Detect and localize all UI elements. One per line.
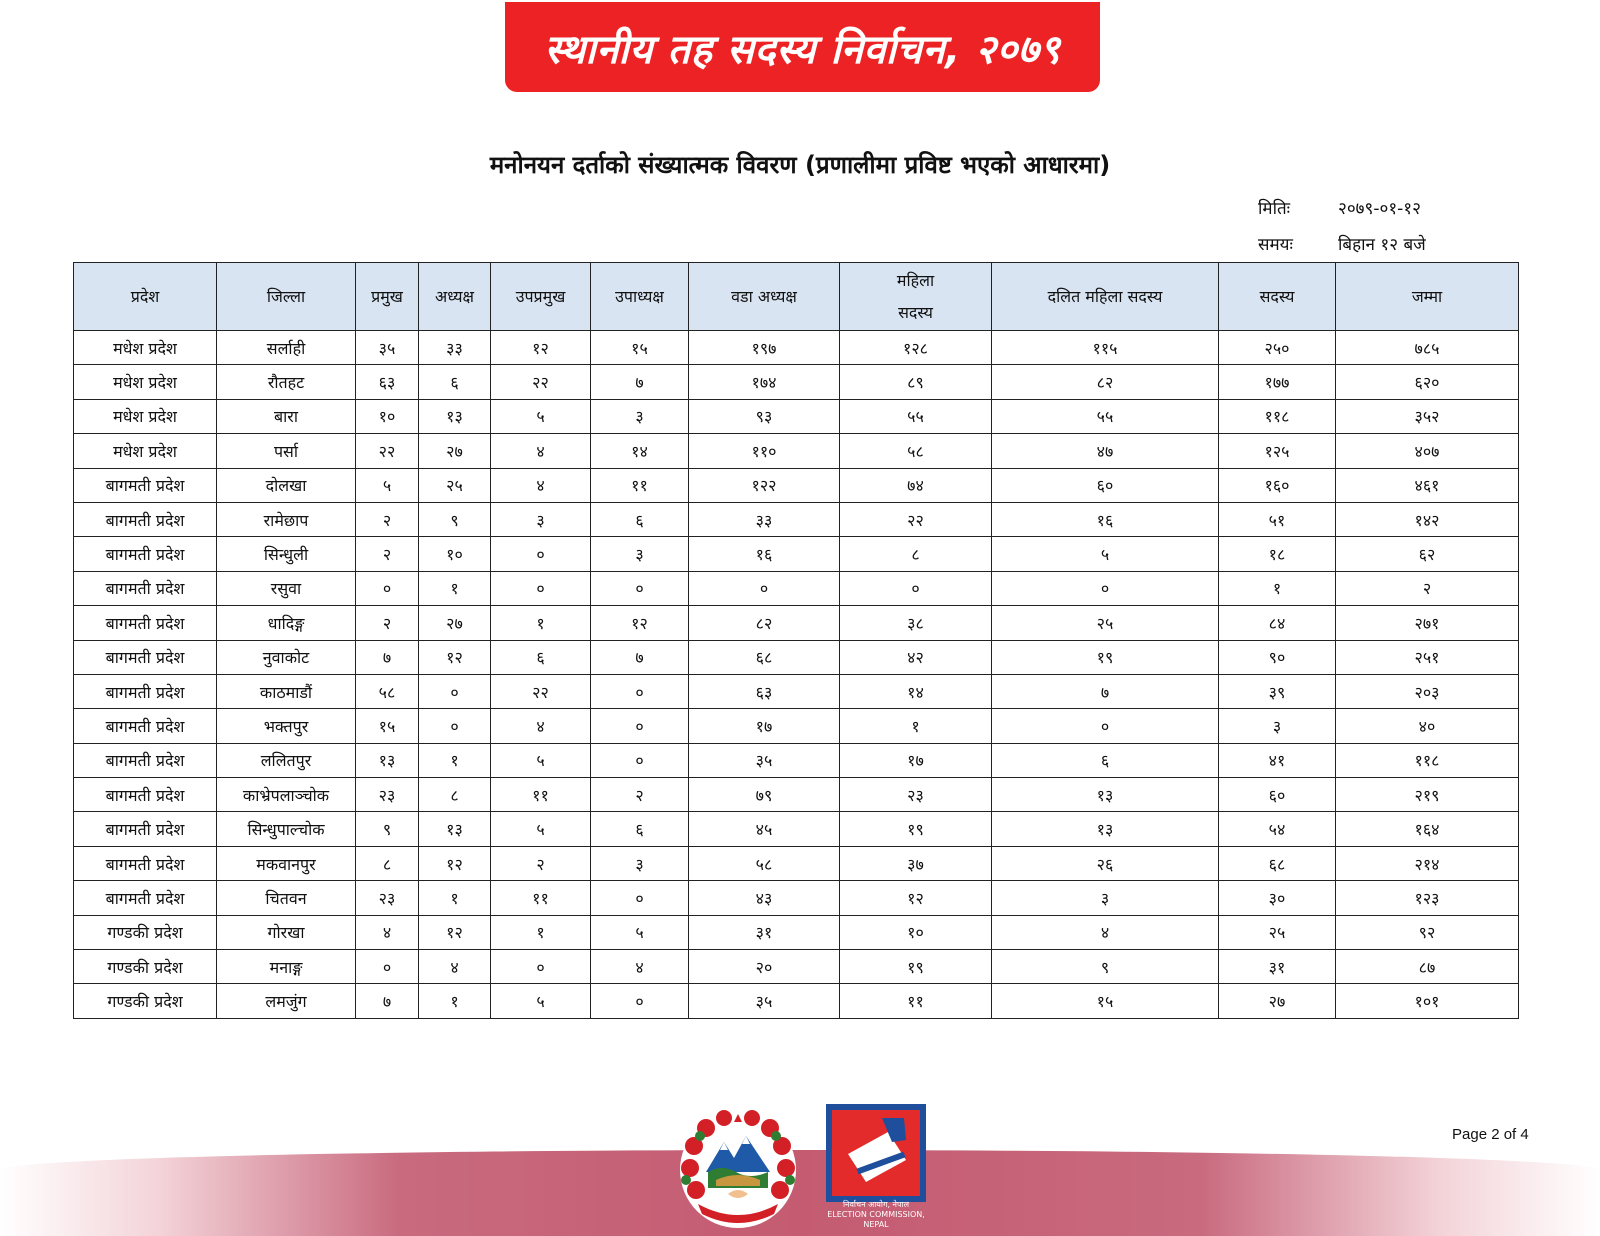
cell-ward-chair: ३५: [689, 984, 840, 1018]
election-banner: [505, 2, 1100, 92]
cell-vice-chair: ३: [591, 399, 689, 433]
nomination-table: [73, 262, 1519, 1019]
cell-deputy-chief: ५: [491, 812, 591, 846]
cell-province: बागमती प्रदेश: [74, 812, 217, 846]
cell-dalit-women-member: ८२: [992, 365, 1219, 399]
cell-district: काठमाडौं: [217, 674, 356, 708]
cell-dalit-women-member: ६०: [992, 468, 1219, 502]
cell-district: नुवाकोट: [217, 640, 356, 674]
cell-chief: ४: [356, 915, 419, 949]
cell-member: १२५: [1219, 434, 1336, 468]
nepal-emblem-icon: [676, 1108, 800, 1232]
cell-ward-chair: ४३: [689, 881, 840, 915]
header-chair: अध्यक्ष: [419, 263, 491, 331]
cell-ward-chair: २०: [689, 950, 840, 984]
cell-dalit-women-member: ९: [992, 950, 1219, 984]
cell-women-member: ३७: [840, 846, 992, 880]
cell-women-member: ७४: [840, 468, 992, 502]
cell-chair: १: [419, 743, 491, 777]
cell-total: २: [1336, 571, 1519, 605]
cell-chief: ८: [356, 846, 419, 880]
cell-chief: ५८: [356, 674, 419, 708]
cell-chair: १०: [419, 537, 491, 571]
cell-ward-chair: १७: [689, 709, 840, 743]
cell-district: रसुवा: [217, 571, 356, 605]
cell-district: धादिङ्ग: [217, 606, 356, 640]
time-label: समयः: [1258, 235, 1293, 255]
header-member: सदस्य: [1219, 263, 1336, 331]
table-row: [74, 881, 1519, 915]
cell-chief: १३: [356, 743, 419, 777]
cell-women-member: ४२: [840, 640, 992, 674]
header-chief: प्रमुख: [356, 263, 419, 331]
cell-ward-chair: ३५: [689, 743, 840, 777]
cell-chair: ६: [419, 365, 491, 399]
cell-member: १६०: [1219, 468, 1336, 502]
cell-women-member: ५८: [840, 434, 992, 468]
cell-total: २१९: [1336, 778, 1519, 812]
cell-chief: २३: [356, 778, 419, 812]
cell-women-member: ३८: [840, 606, 992, 640]
table-row: [74, 674, 1519, 708]
cell-member: ३९: [1219, 674, 1336, 708]
table-row: [74, 399, 1519, 433]
table-row: [74, 950, 1519, 984]
cell-chief: ७: [356, 984, 419, 1018]
cell-chief: ६३: [356, 365, 419, 399]
cell-chief: १०: [356, 399, 419, 433]
cell-chief: ९: [356, 812, 419, 846]
cell-total: २५१: [1336, 640, 1519, 674]
cell-chair: ८: [419, 778, 491, 812]
cell-dalit-women-member: ११५: [992, 331, 1219, 365]
cell-vice-chair: ०: [591, 674, 689, 708]
footer-band: [0, 1150, 1600, 1236]
cell-district: मकवानपुर: [217, 846, 356, 880]
cell-chair: २५: [419, 468, 491, 502]
header-women-member: [840, 263, 992, 331]
cell-vice-chair: ०: [591, 984, 689, 1018]
cell-total: ६२: [1336, 537, 1519, 571]
table-row: [74, 571, 1519, 605]
cell-province: बागमती प्रदेश: [74, 674, 217, 708]
cell-total: ८७: [1336, 950, 1519, 984]
cell-ward-chair: ६३: [689, 674, 840, 708]
cell-total: २१४: [1336, 846, 1519, 880]
cell-vice-chair: ६: [591, 502, 689, 536]
cell-district: भक्तपुर: [217, 709, 356, 743]
cell-ward-chair: १६: [689, 537, 840, 571]
cell-women-member: २३: [840, 778, 992, 812]
cell-deputy-chief: ११: [491, 778, 591, 812]
cell-province: बागमती प्रदेश: [74, 571, 217, 605]
cell-chair: १२: [419, 640, 491, 674]
cell-province: मधेश प्रदेश: [74, 399, 217, 433]
cell-district: रौतहट: [217, 365, 356, 399]
cell-chair: ३३: [419, 331, 491, 365]
cell-vice-chair: १४: [591, 434, 689, 468]
cell-dalit-women-member: १५: [992, 984, 1219, 1018]
cell-chair: ०: [419, 674, 491, 708]
table-row: [74, 812, 1519, 846]
cell-total: ९२: [1336, 915, 1519, 949]
cell-chief: २: [356, 502, 419, 536]
cell-total: ४०: [1336, 709, 1519, 743]
cell-province: गण्डकी प्रदेश: [74, 984, 217, 1018]
cell-vice-chair: ३: [591, 537, 689, 571]
cell-dalit-women-member: ४७: [992, 434, 1219, 468]
cell-women-member: ११: [840, 984, 992, 1018]
cell-women-member: ५५: [840, 399, 992, 433]
cell-province: गण्डकी प्रदेश: [74, 950, 217, 984]
cell-chief: २३: [356, 881, 419, 915]
cell-member: ५४: [1219, 812, 1336, 846]
cell-member: २७: [1219, 984, 1336, 1018]
cell-chief: २: [356, 537, 419, 571]
cell-vice-chair: ५: [591, 915, 689, 949]
table-row: [74, 778, 1519, 812]
header-women-member-line1: महिला: [896, 270, 935, 290]
cell-women-member: १४: [840, 674, 992, 708]
cell-member: २५: [1219, 915, 1336, 949]
time-value: बिहान १२ बजे: [1338, 235, 1426, 255]
cell-member: १८: [1219, 537, 1336, 571]
cell-deputy-chief: १: [491, 915, 591, 949]
cell-chief: १५: [356, 709, 419, 743]
cell-chief: २: [356, 606, 419, 640]
cell-chair: १३: [419, 399, 491, 433]
cell-deputy-chief: १: [491, 606, 591, 640]
table-row: [74, 365, 1519, 399]
cell-member: ९०: [1219, 640, 1336, 674]
cell-total: २७१: [1336, 606, 1519, 640]
cell-women-member: १९: [840, 950, 992, 984]
header-vice-chair: उपाध्यक्ष: [591, 263, 689, 331]
date-label: मितिः: [1258, 199, 1291, 219]
cell-member: ६०: [1219, 778, 1336, 812]
cell-member: ३०: [1219, 881, 1336, 915]
table-row: [74, 743, 1519, 777]
cell-district: दोलखा: [217, 468, 356, 502]
cell-chief: ३५: [356, 331, 419, 365]
cell-total: २०३: [1336, 674, 1519, 708]
cell-ward-chair: १७४: [689, 365, 840, 399]
cell-ward-chair: ८२: [689, 606, 840, 640]
cell-district: ललितपुर: [217, 743, 356, 777]
cell-women-member: १: [840, 709, 992, 743]
cell-dalit-women-member: ७: [992, 674, 1219, 708]
cell-deputy-chief: ३: [491, 502, 591, 536]
cell-dalit-women-member: ६: [992, 743, 1219, 777]
cell-women-member: ०: [840, 571, 992, 605]
cell-dalit-women-member: १६: [992, 502, 1219, 536]
cell-total: ३५२: [1336, 399, 1519, 433]
cell-ward-chair: ७९: [689, 778, 840, 812]
cell-district: गोरखा: [217, 915, 356, 949]
banner-title: स्थानीय तह सदस्य निर्वाचन, २०७९: [544, 26, 1061, 73]
cell-province: बागमती प्रदेश: [74, 606, 217, 640]
cell-ward-chair: १९७: [689, 331, 840, 365]
table-row: [74, 537, 1519, 571]
cell-deputy-chief: ६: [491, 640, 591, 674]
cell-province: बागमती प्रदेश: [74, 846, 217, 880]
cell-member: १७७: [1219, 365, 1336, 399]
table-row: [74, 640, 1519, 674]
cell-total: ७८५: [1336, 331, 1519, 365]
cell-chief: ५: [356, 468, 419, 502]
cell-deputy-chief: ५: [491, 399, 591, 433]
cell-women-member: ८९: [840, 365, 992, 399]
cell-member: ८४: [1219, 606, 1336, 640]
cell-member: २५०: [1219, 331, 1336, 365]
cell-deputy-chief: २: [491, 846, 591, 880]
cell-dalit-women-member: १३: [992, 812, 1219, 846]
cell-vice-chair: १२: [591, 606, 689, 640]
cell-dalit-women-member: ४: [992, 915, 1219, 949]
cell-province: बागमती प्रदेश: [74, 778, 217, 812]
cell-district: रामेछाप: [217, 502, 356, 536]
cell-vice-chair: ४: [591, 950, 689, 984]
cell-province: बागमती प्रदेश: [74, 743, 217, 777]
cell-total: १६४: [1336, 812, 1519, 846]
cell-member: ११८: [1219, 399, 1336, 433]
cell-province: मधेश प्रदेश: [74, 365, 217, 399]
cell-ward-chair: ११०: [689, 434, 840, 468]
cell-total: ४६१: [1336, 468, 1519, 502]
cell-vice-chair: ११: [591, 468, 689, 502]
cell-deputy-chief: ०: [491, 950, 591, 984]
cell-deputy-chief: ०: [491, 571, 591, 605]
cell-vice-chair: ६: [591, 812, 689, 846]
cell-women-member: १२८: [840, 331, 992, 365]
cell-dalit-women-member: ०: [992, 709, 1219, 743]
cell-dalit-women-member: ३: [992, 881, 1219, 915]
header-ward-chair: वडा अध्यक्ष: [689, 263, 840, 331]
cell-total: ६२०: [1336, 365, 1519, 399]
cell-total: ११८: [1336, 743, 1519, 777]
cell-member: १: [1219, 571, 1336, 605]
cell-chair: ४: [419, 950, 491, 984]
cell-member: ३: [1219, 709, 1336, 743]
cell-vice-chair: ०: [591, 881, 689, 915]
cell-chair: १३: [419, 812, 491, 846]
cell-vice-chair: ३: [591, 846, 689, 880]
cell-vice-chair: ०: [591, 743, 689, 777]
cell-dalit-women-member: २६: [992, 846, 1219, 880]
cell-chair: १: [419, 571, 491, 605]
cell-chief: २२: [356, 434, 419, 468]
cell-chief: ०: [356, 571, 419, 605]
cell-district: बारा: [217, 399, 356, 433]
cell-province: बागमती प्रदेश: [74, 640, 217, 674]
cell-chief: ०: [356, 950, 419, 984]
ec-caption: निर्वाचन आयोग, नेपाल ELECTION COMMISSION, NEPAL: [827, 1200, 925, 1229]
table-body: [74, 331, 1519, 1019]
table-row: [74, 915, 1519, 949]
cell-dalit-women-member: ५५: [992, 399, 1219, 433]
cell-women-member: २२: [840, 502, 992, 536]
cell-vice-chair: २: [591, 778, 689, 812]
cell-deputy-chief: ५: [491, 743, 591, 777]
cell-province: बागमती प्रदेश: [74, 881, 217, 915]
cell-ward-chair: ६८: [689, 640, 840, 674]
header-dalit-women-member: दलित महिला सदस्य: [992, 263, 1219, 331]
cell-deputy-chief: ४: [491, 468, 591, 502]
cell-deputy-chief: ४: [491, 434, 591, 468]
table-row: [74, 331, 1519, 365]
cell-vice-chair: ०: [591, 709, 689, 743]
cell-member: ४१: [1219, 743, 1336, 777]
cell-member: ६८: [1219, 846, 1336, 880]
document-title: मनोनयन दर्ताको संख्यात्मक विवरण (प्रणालीमा प्रविष्ट भएको आधारमा): [489, 151, 1111, 179]
cell-province: बागमती प्रदेश: [74, 468, 217, 502]
table-header-row: [74, 263, 1519, 331]
cell-chair: ९: [419, 502, 491, 536]
cell-total: १४२: [1336, 502, 1519, 536]
cell-dalit-women-member: ०: [992, 571, 1219, 605]
cell-ward-chair: ३१: [689, 915, 840, 949]
cell-women-member: १७: [840, 743, 992, 777]
cell-member: ५१: [1219, 502, 1336, 536]
cell-chair: २७: [419, 434, 491, 468]
cell-district: सर्लाही: [217, 331, 356, 365]
header-women-member-line2: सदस्य: [898, 302, 933, 322]
table-row: [74, 984, 1519, 1018]
table-row: [74, 502, 1519, 536]
cell-ward-chair: ९३: [689, 399, 840, 433]
table-row: [74, 434, 1519, 468]
cell-chair: १२: [419, 915, 491, 949]
cell-deputy-chief: ०: [491, 537, 591, 571]
cell-total: १०१: [1336, 984, 1519, 1018]
cell-total: १२३: [1336, 881, 1519, 915]
cell-ward-chair: १२२: [689, 468, 840, 502]
cell-ward-chair: ५८: [689, 846, 840, 880]
cell-chair: ०: [419, 709, 491, 743]
cell-dalit-women-member: ५: [992, 537, 1219, 571]
cell-deputy-chief: २२: [491, 674, 591, 708]
header-district: जिल्ला: [217, 263, 356, 331]
cell-women-member: १९: [840, 812, 992, 846]
cell-deputy-chief: ४: [491, 709, 591, 743]
cell-women-member: १०: [840, 915, 992, 949]
cell-district: पर्सा: [217, 434, 356, 468]
cell-dalit-women-member: २५: [992, 606, 1219, 640]
table-row: [74, 606, 1519, 640]
table-row: [74, 709, 1519, 743]
cell-vice-chair: १५: [591, 331, 689, 365]
cell-vice-chair: ७: [591, 640, 689, 674]
cell-chair: २७: [419, 606, 491, 640]
cell-chair: १: [419, 881, 491, 915]
cell-province: गण्डकी प्रदेश: [74, 915, 217, 949]
header-total: जम्मा: [1336, 263, 1519, 331]
cell-province: बागमती प्रदेश: [74, 709, 217, 743]
cell-province: मधेश प्रदेश: [74, 434, 217, 468]
table-row: [74, 468, 1519, 502]
cell-ward-chair: ४५: [689, 812, 840, 846]
cell-women-member: १२: [840, 881, 992, 915]
cell-district: लमजुंग: [217, 984, 356, 1018]
cell-district: काभ्रेपलाञ्चोक: [217, 778, 356, 812]
cell-total: ४०७: [1336, 434, 1519, 468]
cell-ward-chair: ०: [689, 571, 840, 605]
header-province: प्रदेश: [74, 263, 217, 331]
cell-deputy-chief: २२: [491, 365, 591, 399]
cell-chair: १२: [419, 846, 491, 880]
cell-chair: १: [419, 984, 491, 1018]
header-deputy-chief: उपप्रमुख: [491, 263, 591, 331]
cell-district: सिन्धुली: [217, 537, 356, 571]
cell-deputy-chief: १२: [491, 331, 591, 365]
date-value: २०७९-०१-१२: [1338, 199, 1421, 219]
cell-province: बागमती प्रदेश: [74, 502, 217, 536]
cell-ward-chair: ३३: [689, 502, 840, 536]
cell-district: सिन्धुपाल्चोक: [217, 812, 356, 846]
cell-vice-chair: ०: [591, 571, 689, 605]
cell-deputy-chief: ११: [491, 881, 591, 915]
cell-vice-chair: ७: [591, 365, 689, 399]
cell-district: मनाङ्ग: [217, 950, 356, 984]
cell-deputy-chief: ५: [491, 984, 591, 1018]
cell-province: बागमती प्रदेश: [74, 537, 217, 571]
cell-member: ३१: [1219, 950, 1336, 984]
cell-dalit-women-member: १३: [992, 778, 1219, 812]
cell-district: चितवन: [217, 881, 356, 915]
cell-women-member: ८: [840, 537, 992, 571]
cell-province: मधेश प्रदेश: [74, 331, 217, 365]
cell-dalit-women-member: १९: [992, 640, 1219, 674]
table-row: [74, 846, 1519, 880]
page-number: Page 2 of 4: [1452, 1126, 1529, 1143]
cell-chief: ७: [356, 640, 419, 674]
